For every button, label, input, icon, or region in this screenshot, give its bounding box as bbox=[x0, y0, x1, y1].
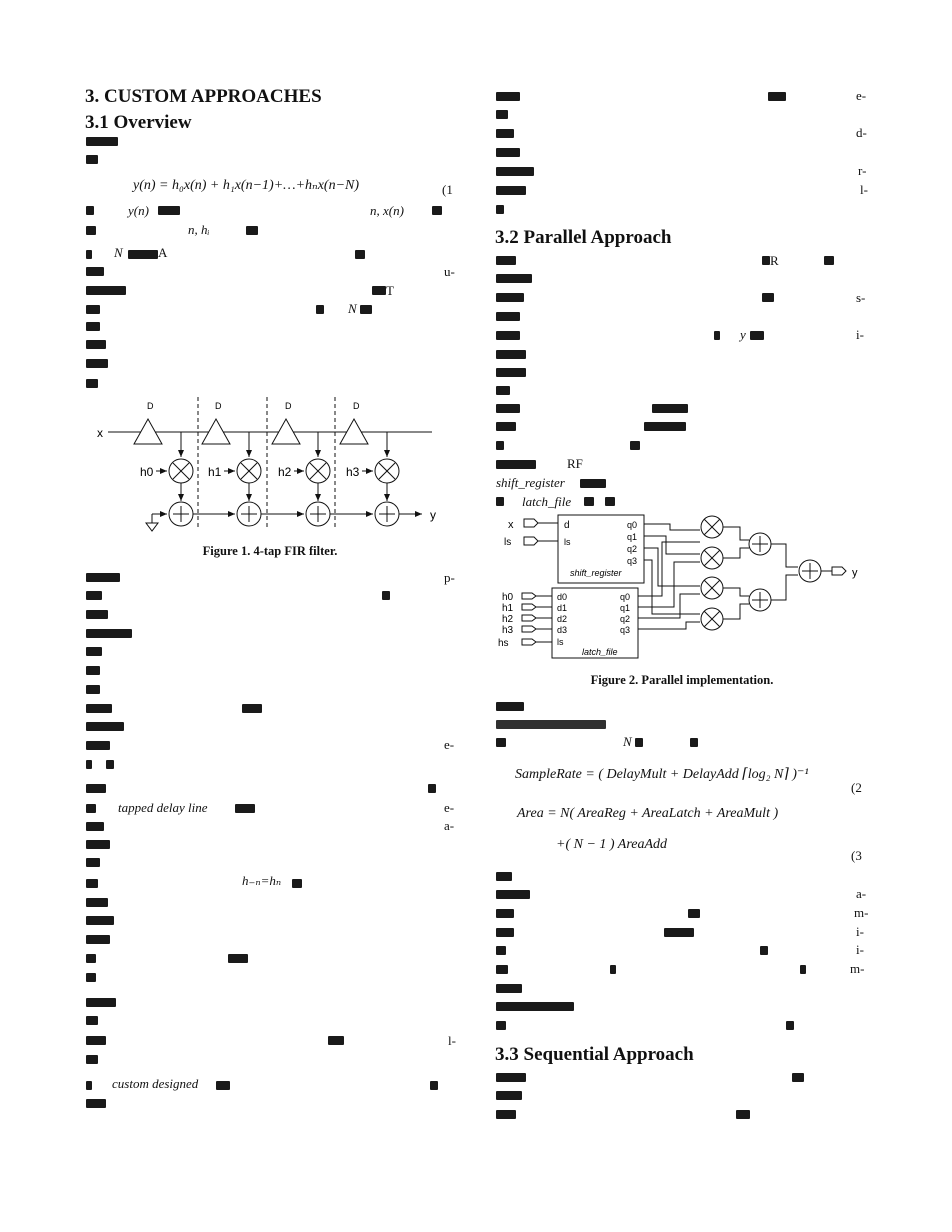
text-fragment: custom designed bbox=[112, 1076, 199, 1091]
text-fragment: RF bbox=[567, 456, 583, 471]
text-fragment: a- bbox=[444, 818, 455, 833]
text-line bbox=[86, 666, 100, 675]
figure-1-fir-diagram bbox=[92, 395, 452, 535]
text-line bbox=[86, 206, 94, 215]
text-line bbox=[496, 890, 530, 899]
text-line bbox=[86, 784, 106, 793]
text-fragment: h₋ₙ=hₙ bbox=[242, 873, 282, 888]
text-line bbox=[580, 479, 606, 488]
text-line bbox=[86, 722, 124, 731]
sr-port: q2 bbox=[627, 544, 638, 554]
fig2-input-hs: hs bbox=[498, 638, 509, 649]
fig2-input-h1: h1 bbox=[502, 603, 514, 614]
text-line bbox=[792, 1073, 804, 1082]
sr-port: q1 bbox=[627, 532, 638, 542]
text-fragment: shift_register bbox=[496, 475, 565, 490]
text-line bbox=[750, 331, 764, 340]
text-line bbox=[86, 954, 96, 963]
text-line bbox=[496, 984, 522, 993]
text-fragment: a- bbox=[856, 886, 867, 901]
text-fragment: s- bbox=[856, 290, 866, 305]
text-line bbox=[496, 965, 508, 974]
equation-3-line-2: +( N − 1 ) AreaAdd bbox=[556, 837, 668, 852]
adder bbox=[169, 502, 193, 526]
multiplier bbox=[375, 459, 399, 483]
text-fragment: y(n) bbox=[128, 203, 149, 218]
equation-2: SampleRate = ( DelayMult + DelayAdd ⌈log₂ N⌉ )⁻¹ bbox=[515, 767, 809, 782]
section-3-3-title: 3.3 Sequential Approach bbox=[495, 1044, 694, 1065]
adder bbox=[749, 533, 771, 555]
lf-name: latch_file bbox=[582, 647, 618, 657]
text-fragment: l- bbox=[860, 182, 868, 197]
text-line bbox=[235, 804, 255, 813]
input-pin bbox=[522, 615, 536, 621]
fig2-input-h2: h2 bbox=[502, 614, 514, 625]
text-line bbox=[824, 256, 834, 265]
text-fragment: tapped delay line bbox=[118, 800, 208, 815]
text-line bbox=[496, 256, 516, 265]
input-pin bbox=[522, 593, 536, 599]
section-3-1-title: 3.1 Overview bbox=[85, 112, 192, 133]
sr-port: d bbox=[564, 520, 570, 531]
text-fragment: e- bbox=[444, 737, 455, 752]
input-pin bbox=[522, 604, 536, 610]
text-line bbox=[86, 591, 102, 600]
text-fragment: i- bbox=[856, 942, 864, 957]
text-line bbox=[496, 909, 514, 918]
text-line bbox=[292, 879, 302, 888]
text-fragment: y bbox=[740, 327, 746, 342]
text-line bbox=[86, 647, 102, 656]
input-pin bbox=[524, 537, 538, 545]
text-line bbox=[430, 1081, 438, 1090]
text-fragment: m- bbox=[854, 905, 869, 920]
sr-port: q3 bbox=[627, 556, 638, 566]
text-fragment: A bbox=[158, 245, 168, 260]
text-line bbox=[86, 340, 106, 349]
text-line bbox=[496, 331, 520, 340]
text-line bbox=[382, 591, 390, 600]
text-line bbox=[86, 322, 100, 331]
text-line bbox=[496, 1110, 516, 1119]
text-line bbox=[86, 629, 132, 638]
equation-2-number: (2 bbox=[851, 780, 862, 795]
multiplier bbox=[169, 459, 193, 483]
text-line bbox=[664, 928, 694, 937]
text-line bbox=[644, 422, 686, 431]
text-line bbox=[86, 973, 96, 982]
text-line bbox=[86, 305, 100, 314]
text-line bbox=[86, 1055, 98, 1064]
fig1-input-label: x bbox=[97, 426, 103, 440]
sr-name: shift_register bbox=[570, 568, 622, 578]
text-line bbox=[360, 305, 372, 314]
text-line bbox=[86, 155, 98, 164]
text-fragment: i- bbox=[856, 924, 864, 939]
text-line bbox=[86, 879, 98, 888]
sr-port: ls bbox=[564, 537, 571, 547]
text-line bbox=[86, 858, 100, 867]
lf-port: d0 bbox=[557, 592, 568, 602]
text-line bbox=[228, 954, 248, 963]
text-fragment: N bbox=[623, 734, 632, 749]
text-line bbox=[496, 441, 504, 450]
text-fragment: N bbox=[348, 301, 357, 316]
text-line bbox=[762, 293, 774, 302]
text-line bbox=[496, 1002, 574, 1011]
text-line bbox=[86, 1016, 98, 1025]
text-line bbox=[246, 226, 258, 235]
lf-port: d1 bbox=[557, 603, 568, 613]
text-fragment: T bbox=[386, 283, 394, 298]
text-line bbox=[86, 704, 112, 713]
equation-1-number: (1 bbox=[442, 182, 453, 197]
text-line bbox=[86, 286, 126, 295]
text-line bbox=[86, 998, 116, 1007]
lf-port: q3 bbox=[620, 625, 631, 635]
multiplier bbox=[701, 608, 723, 630]
text-line bbox=[496, 110, 508, 119]
text-line bbox=[635, 738, 643, 747]
text-fragment: u- bbox=[444, 264, 455, 279]
text-line bbox=[86, 137, 118, 146]
figure-2-caption: Figure 2. Parallel implementation. bbox=[590, 673, 774, 687]
fig2-output-label: y bbox=[852, 567, 858, 579]
text-line bbox=[428, 784, 436, 793]
text-line bbox=[86, 267, 104, 276]
text-line bbox=[496, 1021, 506, 1030]
text-fragment: R bbox=[770, 253, 779, 268]
output-pin bbox=[832, 567, 846, 575]
text-line bbox=[86, 1081, 92, 1090]
text-line bbox=[372, 286, 386, 295]
text-line bbox=[355, 250, 365, 259]
section-3-title: 3. CUSTOM APPROACHES bbox=[85, 86, 322, 107]
text-line bbox=[496, 386, 510, 395]
text-line bbox=[605, 497, 615, 506]
text-line bbox=[690, 738, 698, 747]
text-line bbox=[106, 760, 114, 769]
text-line bbox=[86, 379, 98, 388]
equation-3-line-1: Area = N( AreaReg + AreaLatch + AreaMult ) bbox=[517, 806, 779, 821]
text-fragment: p- bbox=[444, 570, 455, 585]
text-line bbox=[86, 840, 110, 849]
input-pin bbox=[524, 519, 538, 527]
multiplier bbox=[306, 459, 330, 483]
text-line bbox=[496, 1073, 526, 1082]
coeff-h3: h3 bbox=[346, 465, 360, 479]
text-line bbox=[86, 1036, 106, 1045]
text-line bbox=[496, 205, 504, 214]
text-line bbox=[496, 148, 520, 157]
fig2-input-h0: h0 bbox=[502, 592, 514, 603]
text-line bbox=[86, 760, 92, 769]
text-fragment: r- bbox=[858, 163, 867, 178]
text-line bbox=[496, 350, 526, 359]
text-line bbox=[496, 167, 534, 176]
text-line bbox=[328, 1036, 344, 1045]
lf-port: q2 bbox=[620, 614, 631, 624]
text-line bbox=[86, 898, 108, 907]
text-line bbox=[496, 293, 524, 302]
text-line bbox=[432, 206, 442, 215]
adder bbox=[749, 589, 771, 611]
text-line bbox=[496, 129, 514, 138]
text-line bbox=[86, 685, 100, 694]
text-line bbox=[216, 1081, 230, 1090]
text-fragment: n, x(n) bbox=[370, 203, 404, 218]
fig2-input-ls: ls bbox=[504, 537, 512, 548]
text-line bbox=[760, 946, 768, 955]
fig1-output-label: y bbox=[430, 508, 436, 522]
text-line bbox=[86, 741, 110, 750]
delay-label: D bbox=[353, 401, 360, 411]
text-line bbox=[652, 404, 688, 413]
text-line bbox=[496, 460, 536, 469]
fig2-input-h3: h3 bbox=[502, 625, 514, 636]
text-line bbox=[86, 359, 108, 368]
text-line bbox=[584, 497, 594, 506]
text-line bbox=[630, 441, 640, 450]
text-line bbox=[496, 946, 506, 955]
text-line bbox=[496, 702, 524, 711]
multiplier bbox=[701, 547, 723, 569]
text-line bbox=[768, 92, 786, 101]
text-line bbox=[496, 872, 512, 881]
text-line bbox=[496, 720, 606, 729]
multiplier bbox=[237, 459, 261, 483]
lf-port: d2 bbox=[557, 614, 568, 624]
input-pin bbox=[522, 639, 536, 645]
adder bbox=[375, 502, 399, 526]
sr-port: q0 bbox=[627, 520, 638, 530]
ground-symbol bbox=[146, 523, 158, 531]
equation-3-number: (3 bbox=[851, 848, 862, 863]
text-line bbox=[86, 916, 114, 925]
text-fragment: latch_file bbox=[522, 494, 572, 509]
text-line bbox=[762, 256, 770, 265]
text-line bbox=[496, 928, 514, 937]
coeff-h0: h0 bbox=[140, 465, 154, 479]
equation-1: y(n) = h₀x(n) + h₁x(n−1)+…+hₙx(n−N) bbox=[133, 178, 360, 193]
adder bbox=[237, 502, 261, 526]
delay-label: D bbox=[147, 401, 154, 411]
text-line bbox=[496, 186, 526, 195]
text-fragment: n, hᵢ bbox=[188, 222, 210, 237]
text-line bbox=[688, 909, 700, 918]
coeff-h2: h2 bbox=[278, 465, 292, 479]
text-line bbox=[714, 331, 720, 340]
delay-label: D bbox=[285, 401, 292, 411]
figure-2-parallel-diagram bbox=[490, 512, 870, 667]
text-line bbox=[496, 404, 520, 413]
adder bbox=[306, 502, 330, 526]
text-fragment: l- bbox=[448, 1033, 456, 1048]
text-line bbox=[496, 1091, 522, 1100]
text-line bbox=[496, 422, 516, 431]
section-3-2-title: 3.2 Parallel Approach bbox=[495, 227, 672, 248]
text-line bbox=[496, 312, 520, 321]
fig2-input-x: x bbox=[508, 519, 514, 531]
input-pin bbox=[522, 626, 536, 632]
text-line bbox=[86, 935, 110, 944]
text-line bbox=[86, 573, 120, 582]
delay-label: D bbox=[215, 401, 222, 411]
text-line bbox=[242, 704, 262, 713]
multiplier bbox=[701, 516, 723, 538]
text-fragment: d- bbox=[856, 125, 867, 140]
text-fragment: m- bbox=[850, 961, 865, 976]
adder bbox=[799, 560, 821, 582]
text-line bbox=[86, 610, 108, 619]
text-fragment: e- bbox=[444, 800, 455, 815]
text-line bbox=[316, 305, 324, 314]
text-line bbox=[86, 804, 96, 813]
text-line bbox=[800, 965, 806, 974]
text-line bbox=[496, 274, 532, 283]
text-line bbox=[496, 92, 520, 101]
text-line bbox=[128, 250, 158, 259]
text-line bbox=[158, 206, 180, 215]
text-line bbox=[786, 1021, 794, 1030]
text-line bbox=[86, 1099, 106, 1108]
multiplier bbox=[701, 577, 723, 599]
text-fragment: N bbox=[114, 245, 123, 260]
text-line bbox=[736, 1110, 750, 1119]
coeff-h1: h1 bbox=[208, 465, 222, 479]
lf-port: ls bbox=[557, 637, 564, 647]
text-line bbox=[610, 965, 616, 974]
text-line bbox=[86, 226, 96, 235]
text-line bbox=[86, 250, 92, 259]
text-line bbox=[496, 368, 526, 377]
text-line bbox=[496, 738, 506, 747]
lf-port: q1 bbox=[620, 603, 631, 613]
text-fragment: e- bbox=[856, 88, 867, 103]
text-line bbox=[86, 822, 104, 831]
figure-1-caption: Figure 1. 4-tap FIR filter. bbox=[202, 544, 338, 558]
lf-port: d3 bbox=[557, 625, 568, 635]
text-fragment: i- bbox=[856, 327, 864, 342]
lf-port: q0 bbox=[620, 592, 631, 602]
text-line bbox=[496, 497, 504, 506]
